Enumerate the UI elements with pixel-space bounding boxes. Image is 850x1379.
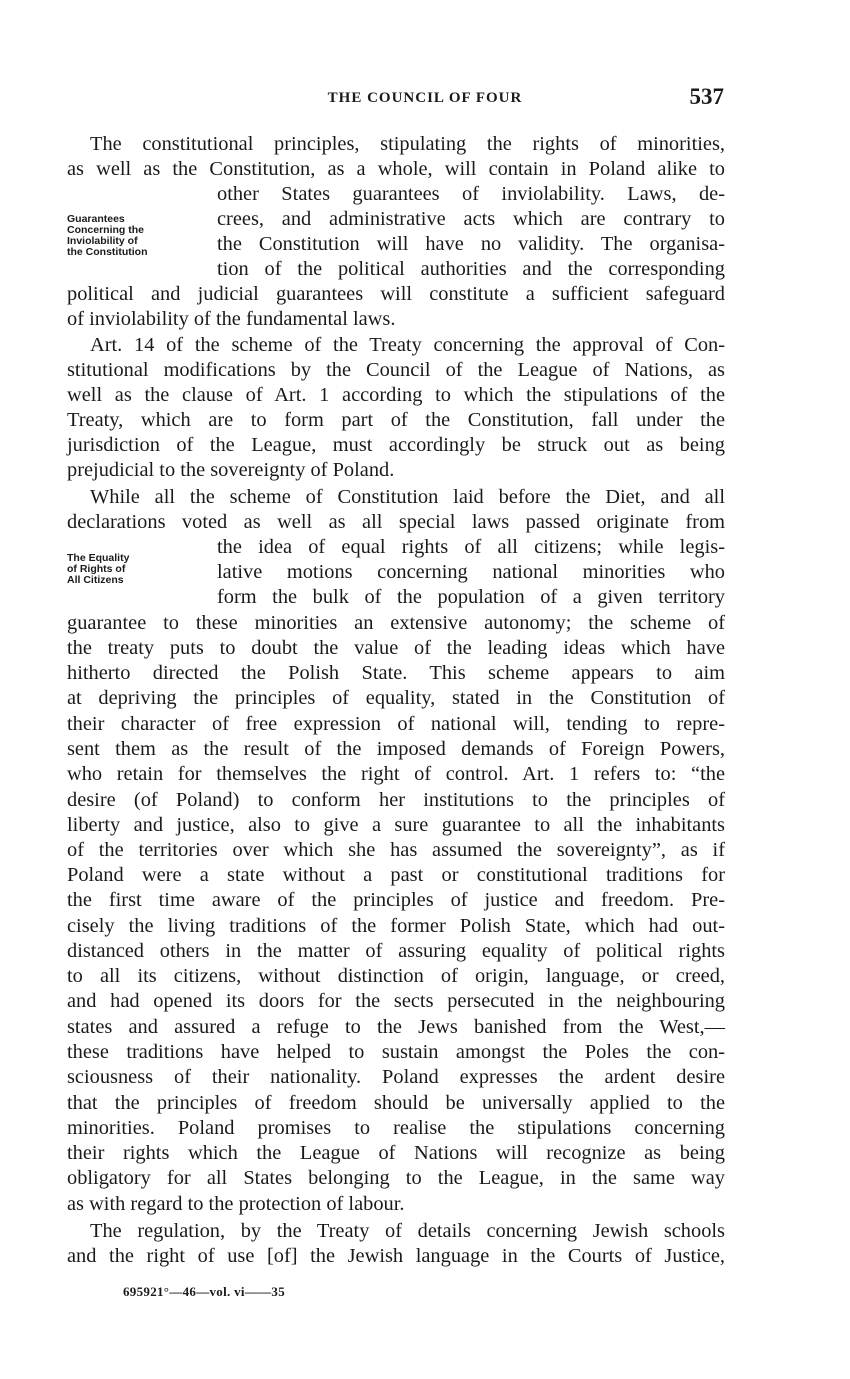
text-line: minorities. Poland promises to realise the stipulations concerning: [67, 1117, 725, 1139]
text-line: the Constitution will have no validity. The organisa-: [217, 233, 725, 255]
text-line: the idea of equal rights of all citizens; while legis-: [217, 536, 725, 558]
text-line: who retain for themselves the right of control. Art. 1 refers to: “the: [67, 763, 725, 785]
text-line: that the principles of freedom should be universally applied to the: [67, 1092, 725, 1114]
text-line: cisely the living traditions of the former Polish State, which had out-: [67, 915, 725, 937]
text-line: distanced others in the matter of assuring equality of political rights: [67, 940, 725, 962]
text-line: the treaty puts to doubt the value of the leading ideas which have: [67, 637, 725, 659]
text-line: at depriving the principles of equality, stated in the Constitution of: [67, 687, 725, 709]
text-line: and had opened its doors for the sects persecuted in the neighbouring: [67, 990, 725, 1012]
text-line: to all its citizens, without distinction of origin, language, or creed,: [67, 965, 725, 987]
text-line: guarantee to these minorities an extensive autonomy; the scheme of: [67, 612, 725, 634]
text-line: of inviolability of the fundamental laws.: [67, 308, 396, 330]
text-line: other States guarantees of inviolability. Laws, de-: [217, 183, 725, 205]
text-line: states and assured a refuge to the Jews banished from the West,—: [67, 1016, 725, 1038]
text-line: desire (of Poland) to conform her institutions to the principles of: [67, 789, 725, 811]
text-line: political and judicial guarantees will constitute a sufficient safeguard: [67, 283, 725, 305]
text-line: of the territories over which she has assumed the sovereignty”, as if: [67, 839, 725, 861]
text-line: Poland were a state without a past or constitutional traditions for: [67, 864, 725, 886]
text-line: The constitutional principles, stipulating the rights of minorities,: [90, 133, 725, 155]
sidenote-line: Inviolability of: [67, 235, 138, 247]
text-line: as well as the Constitution, as a whole, will contain in Poland alike to: [67, 158, 725, 180]
text-line: tion of the political authorities and the corresponding: [217, 258, 725, 280]
sidenote-line: Guarantees: [67, 213, 125, 225]
text-line: The regulation, by the Treaty of details concerning Jewish schools: [90, 1220, 725, 1242]
text-line: Treaty, which are to form part of the Constitution, fall under the: [67, 409, 725, 431]
text-line: the first time aware of the principles of justice and freedom. Pre-: [67, 889, 725, 911]
text-line: form the bulk of the population of a given territory: [217, 586, 725, 608]
text-line: prejudicial to the sovereignty of Poland.: [67, 459, 395, 481]
page-number: 537: [689, 84, 724, 109]
text-line: While all the scheme of Constitution laid before the Diet, and all: [90, 486, 725, 508]
text-line: stitutional modifications by the Council of the League of Nations, as: [67, 359, 725, 381]
text-line: and the right of use [of] the Jewish language in the Courts of Justice,: [67, 1245, 725, 1267]
text-line: well as the clause of Art. 1 according to which the stipulations of the: [67, 384, 725, 406]
sidenote-line: The Equality: [67, 552, 130, 564]
text-line: obligatory for all States belonging to the League, in the same way: [67, 1167, 725, 1189]
sidenote-equality: [67, 553, 207, 586]
text-line: sent them as the result of the imposed demands of Foreign Powers,: [67, 738, 725, 760]
sidenote-line: Concerning the: [67, 224, 145, 236]
text-line: crees, and administrative acts which are contrary to: [217, 208, 725, 230]
sidenote-line: the Constitution: [67, 246, 148, 258]
text-line: sciousness of their nationality. Poland expresses the ardent desire: [67, 1066, 725, 1088]
text-line: hitherto directed the Polish State. This scheme appears to aim: [67, 662, 725, 684]
text-line: these traditions have helped to sustain amongst the Poles the con-: [67, 1041, 725, 1063]
sidenote-line: of Rights of: [67, 563, 126, 575]
text-line: as with regard to the protection of labour.: [67, 1193, 405, 1215]
text-line: lative motions concerning national minorities who: [217, 561, 725, 583]
sidenote-guarantees: [67, 214, 207, 258]
text-line: liberty and justice, also to give a sure guarantee to all the inhabitants: [67, 814, 725, 836]
text-line: Art. 14 of the scheme of the Treaty concerning the approval of Con-: [90, 334, 725, 356]
running-title: THE COUNCIL OF FOUR: [327, 90, 523, 106]
text-line: declarations voted as well as all special laws passed originate from: [67, 511, 725, 533]
text-line: jurisdiction of the League, must accordingly be struck out as being: [67, 434, 725, 456]
printer-signature: 695921°—46—vol. vi——35: [123, 1284, 286, 1299]
text-line: their rights which the League of Nations will recognize as being: [67, 1142, 725, 1164]
sidenote-line: All Citizens: [67, 574, 124, 586]
text-line: their character of free expression of national will, tending to repre-: [67, 713, 725, 735]
